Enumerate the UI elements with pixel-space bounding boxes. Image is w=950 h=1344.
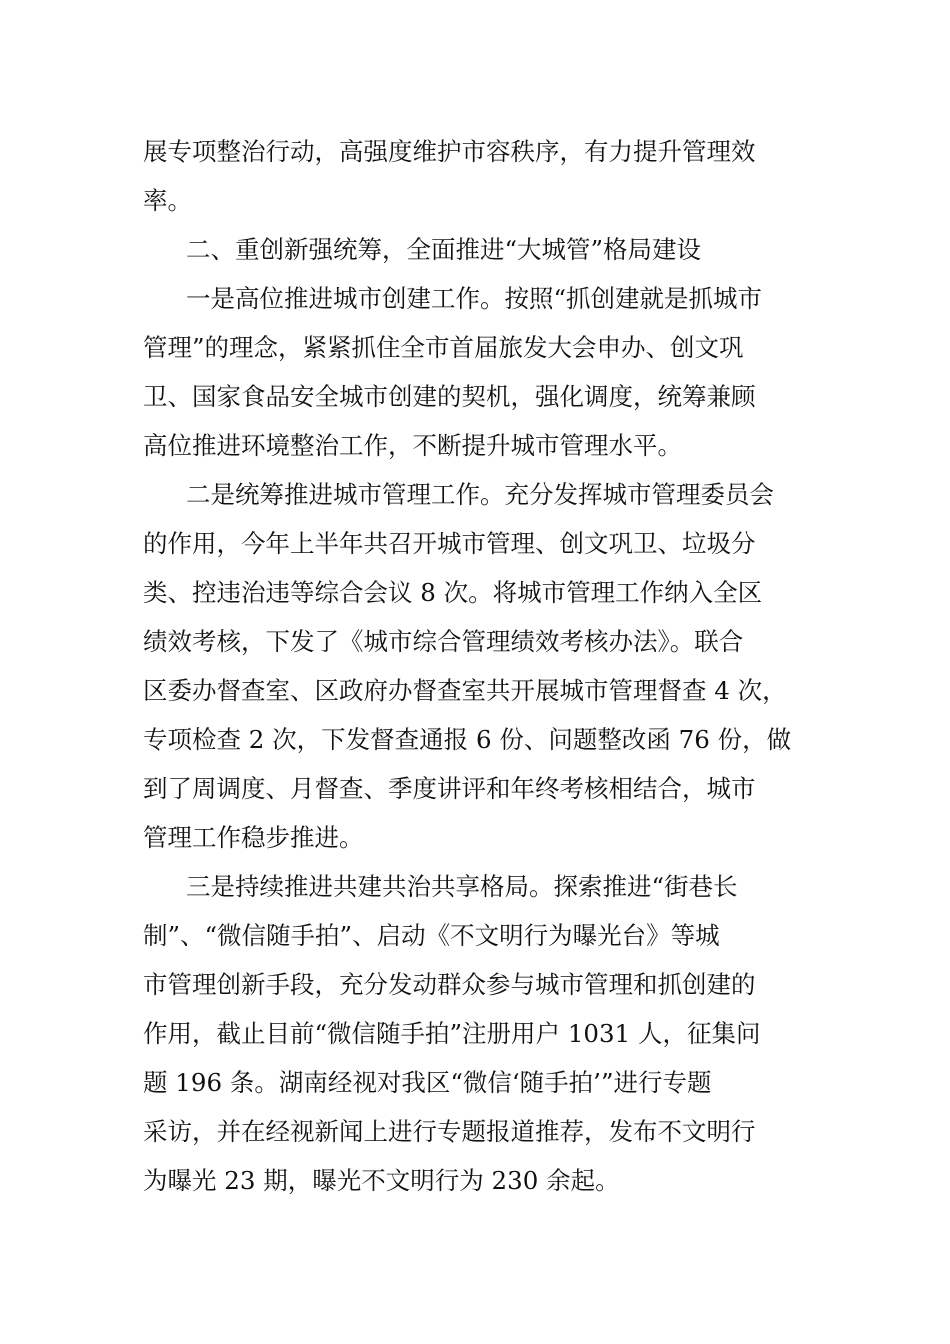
text-line: 制”、“微信随手拍”、启动《不文明行为曝光台》等城 (143, 921, 720, 950)
text-line: 率。 (143, 186, 192, 215)
text-line: 作用，截止目前“微信随手拍”注册用户 1031 人，征集问 (143, 1019, 761, 1048)
text-line: 采访，并在经视新闻上进行专题报道推荐，发布不文明行 (143, 1117, 756, 1146)
text-line: 的作用，今年上半年共召开城市管理、创文巩卫、垃圾分 (143, 529, 756, 558)
text-line: 管理工作稳步推进。 (143, 823, 364, 852)
text-line: 高位推进环境整治工作，不断提升城市管理水平。 (143, 431, 682, 460)
text-line: 为曝光 23 期，曝光不文明行为 230 余起。 (143, 1166, 620, 1195)
text-line: 绩效考核，下发了《城市综合管理绩效考核办法》。联合 (143, 627, 744, 656)
text-line: 专项检查 2 次，下发督查通报 6 份、问题整改函 76 份，做 (143, 725, 792, 754)
text-line: 卫、国家食品安全城市创建的契机，强化调度，统筹兼顾 (143, 382, 756, 411)
text-line: 三是持续推进共建共治共享格局。探索推进“街巷长 (186, 872, 738, 901)
text-line: 一是高位推进城市创建工作。按照“抓创建就是抓城市 (186, 284, 763, 313)
text-line: 市管理创新手段，充分发动群众参与城市管理和抓创建的 (143, 970, 756, 999)
text-line: 二是统筹推进城市管理工作。充分发挥城市管理委员会 (186, 480, 774, 509)
text-line: 到了周调度、月督查、季度讲评和年终考核相结合，城市 (143, 774, 756, 803)
section-heading: 二、重创新强统筹，全面推进“大城管”格局建设 (186, 235, 702, 264)
text-line: 类、控违治违等综合会议 8 次。将城市管理工作纳入全区 (143, 578, 763, 607)
text-line: 区委办督查室、区政府办督查室共开展城市管理督查 4 次， (143, 676, 787, 705)
text-line: 管理”的理念，紧紧抓住全市首届旅发大会申办、创文巩 (143, 333, 744, 362)
text-line: 题 196 条。湖南经视对我区“微信‘随手拍’”进行专题 (143, 1068, 712, 1097)
text-line: 展专项整治行动，高强度维护市容秩序，有力提升管理效 (143, 137, 756, 166)
